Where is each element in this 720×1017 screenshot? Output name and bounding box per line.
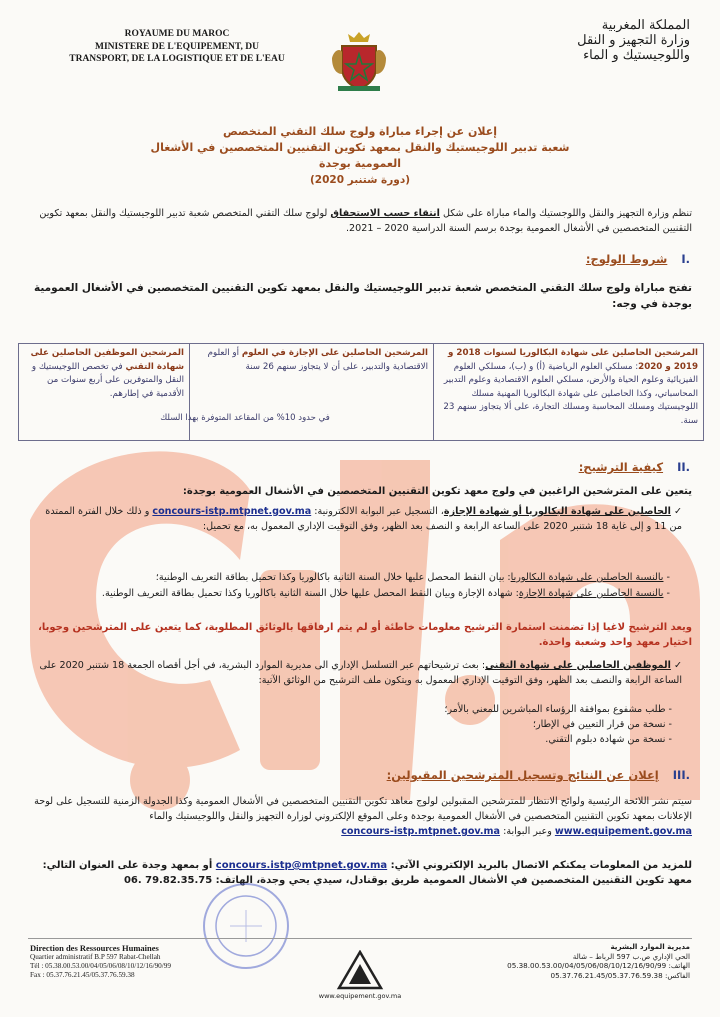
item-2-bold: الموظفين الحاصلين على شهادة التقني: [485, 660, 671, 671]
section-2-item-1: [30, 504, 682, 534]
header-fr: [52, 28, 302, 66]
intro-paragraph: [30, 206, 692, 236]
doc-item: - نسخة من قرار التعيين في الإطار؛: [532, 719, 672, 730]
title-line-3: (دورة شتنبر 2020): [309, 174, 411, 186]
footer-divider: [28, 938, 692, 939]
cell-bac-head: المرشحين الحاصلين على شهادة البكالوريا لسنوات 2018 و 2019 و 2020: [447, 348, 698, 372]
section-2-item-2: [30, 658, 682, 688]
section-1-number: .I: [681, 252, 690, 266]
cell-licence-body: أو العلوم الاقتصادية والتدبير، على أن لا يتجاوز سنهم 26 سنة: [207, 348, 428, 372]
footer-ar-fax: الفاكس: 05.37.76.21.45/05.37.76.59.38: [550, 970, 690, 980]
table-quota-note: في حدود 10% من المقاعد المتوفرة بهذا السلك: [160, 413, 330, 423]
contact-email-link[interactable]: concours.istp@mtpnet.gov.ma: [215, 860, 388, 871]
table-cell-licence: [189, 344, 433, 440]
item-2-text: : بعث ترشيحاتهم عبر التسلسل الإداري الى مديرية الموارد البشرية، في أجل أقصاه الجمعة 18 شتنبر 2020 على الساعة الرابعة والنصف بعد الظهر، وفق التوقيت الإداري المعمول به ويتكون ملف الترشيح من الوثائق الآتية:: [39, 660, 682, 686]
header-fr-line: ROYAUME DU MAROC: [124, 29, 230, 39]
footer-ar-title: مديرية الموارد البشرية: [610, 942, 690, 951]
footer-fr-address: Quartier administratif B.P 597 Rabat-Chellah: [30, 953, 161, 961]
sub-bac-text: : بيان النقط المحصل عليها خلال السنة الثانية باكالوريا وكذا تحميل بطاقة التعريف الوطنية؛: [155, 572, 511, 583]
table-cell-technician: [19, 344, 189, 440]
item-1-text: ، التسجيل عبر البوابة الالكترونية:: [311, 506, 444, 517]
footer-fr: [30, 944, 250, 980]
header-fr-line: TRANSPORT, DE LA LOGISTIQUE ET DE L'EAU: [69, 54, 285, 64]
royal-emblem-icon: [328, 28, 390, 94]
cell-bac-body: : مسلكي العلوم الرياضية (أ) و (ب)، مسلكي العلوم الفيزيائية وعلوم الحياة والأرض، مسلكي العلوم الاقتصادية وعلوم التدبير المحاسباتي، وكذا الحاصلين على شهادة البكالوريا المهنية مسلك اللوجيستيك ومسلك المحاسبة ومسلك التجارة، على ألا يتجاوز سنهم 23 سنة.: [443, 361, 698, 426]
header-ar-line: المملكة المغربية: [601, 18, 690, 33]
section-3-body: [30, 794, 692, 839]
checkmark-icon: ✓: [670, 506, 682, 517]
intro-text-1: تنظم وزارة التجهيز والنقل واللوجستيك والماء مباراة على شكل: [439, 208, 692, 219]
portal-link-2[interactable]: concours-istp.mtpnet.gov.ma: [341, 826, 501, 837]
section-2-heading: [579, 460, 690, 474]
announcement-title: [140, 124, 580, 188]
section-2-title: كيفية الترشيح:: [578, 460, 664, 474]
sub-bullet-licence: - بالنسبة الحاصلين على شهادة الإجازة: شهادة الإجازة وبيان النقط المحصل عليها خلال السنة الثانية باكالوريا وكذا تحميل بطاقة التعريف الوطنية.: [101, 588, 670, 599]
section-3-number: .III: [672, 768, 690, 782]
footer-website: www.equipement.gov.ma: [318, 992, 402, 1000]
warning-text: ويعد الترشيح لاغيا إذا تضمنت استمارة الترشيح معلومات خاطئة أو لم يتم ارفاقها بالوثائق المطلوبة، كما يتعين على المترشحين وجوبا، اختيار معهد واحد وشعبة واحدة.: [38, 622, 692, 648]
cell-technician-head: المرشحين الموظفين الحاصلين على شهادة التقني: [30, 348, 184, 372]
footer-ar-address: الحي الإداري ص.ب 597 الرباط – شالة: [572, 951, 690, 961]
header-ar-line: واللوجيستيك و الماء: [583, 48, 690, 63]
footer-fr-title: Direction des Ressources Humaines: [30, 943, 159, 953]
section-3-mid: وعبر البوابة:: [500, 826, 555, 837]
portal-link[interactable]: concours-istp.mtpnet.gov.ma: [152, 506, 312, 517]
sub-licence-text: : شهادة الإجازة وبيان النقط المحصل عليها خلال السنة الثانية باكالوريا وكذا تحميل بطاقة التعريف الوطنية.: [101, 588, 519, 599]
section-2-number: .II: [677, 460, 690, 474]
header-ar: [520, 18, 690, 63]
table-cell-bac: [433, 344, 703, 440]
section-1-heading: [586, 252, 690, 266]
contact-text-1: للمزيد من المعلومات يمكنكم الاتصال بالبريد الإلكتروني الآتي:: [387, 860, 692, 871]
sub-licence-label: بالنسبة الحاصلين على شهادة الإجازة: [518, 588, 664, 599]
footer-ar: [480, 942, 690, 980]
title-line-2: شعبة تدبير اللوجيستيك والنقل بمعهد تكوين التقنيين المتخصصين في الأشغال العمومية بوجدة: [150, 141, 570, 170]
doc-item: - طلب مشفوع بموافقة الرؤساء المباشرين للمعني بالأمر؛: [444, 704, 672, 715]
title-line-1: إعلان عن إجراء مباراة ولوج سلك التقني المتخصص: [222, 125, 498, 138]
doc-item: - نسخة من شهادة دبلوم التقني.: [545, 734, 672, 745]
eligibility-table: [18, 343, 704, 441]
ministry-website-link[interactable]: www.equipement.gov.ma: [554, 826, 692, 837]
required-docs-list: [300, 702, 672, 747]
header-ar-line: وزارة التجهيز و النقل: [577, 33, 690, 48]
item-1-text-2: و ذلك خلال الفترة الممتدة من 11 و إلى غاية 18 شتنبر 2020 على الساعة الرابعة و النصف بعد الظهر، وفق التوقيت الإداري المعمول به، مع تحميل:: [45, 506, 682, 532]
section-3-title: إعلان عن النتائج وتسجيل المترشحين المقبولين:: [386, 768, 659, 782]
intro-text-2: لولوج سلك التقني المتخصص شعبة تدبير اللوجيستيك والنقل بمعهد تكوين التقنيين المتخصصين في الأشغال العمومية بوجدة برسم السنة الدراسية 2020 – 2021.: [39, 208, 692, 234]
footer-fr-fax: Fax : 05.37.76.21.45/05.37.76.59.38: [30, 971, 135, 979]
sub-bullet-bac: - بالنسبة الحاصلين على شهادة البكالوريا: بيان النقط المحصل عليها خلال السنة الثانية باكالوريا وكذا تحميل بطاقة التعريف الوطنية؛: [155, 572, 670, 583]
cell-technician-body: في تخصص اللوجيستيك و النقل والمتوفرين على أربع سنوات من الأقدمية في إطارهم.: [31, 361, 184, 399]
intro-text-bold: انتقاء حسب الاستحقاق: [330, 208, 440, 219]
cell-licence-head: المرشحين الحاصلين على الإجازة في العلوم: [241, 348, 428, 358]
sub-bac-label: بالنسبة الحاصلين على شهادة البكالوريا: [510, 572, 664, 583]
header-fr-line: MINISTERE DE L'EQUIPEMENT, DU: [95, 41, 259, 52]
item-1-bold: الحاصلين على شهادة البكالوريا أو شهادة الإجازة: [443, 506, 671, 517]
section-3-text: سيتم نشر اللائحة الرئيسية ولوائح الانتظار للمترشحين المقبولين لولوج معاهد تكوين التقنيين المتخصصين في الأشغال العمومية وكذا الجدولة الزمنية للتسجيل على لوحة الإعلانات بمعهد تكوين التقنيين المتخصصين في الأشغال العمومية بوجدة وعلى الموقع الإلكتروني لوزارة التجهيز والنقل واللوجيستيك والماء: [34, 796, 692, 822]
checkmark-icon: ✓: [670, 660, 682, 671]
section-1-title: شروط الولوج:: [585, 252, 668, 266]
ministry-logo-icon: [335, 950, 385, 990]
contact-text-2: أو بمعهد وجدة على العنوان التالي: معهد تكوين التقنيين المتخصصين في الأشغال العمومية طريق بوقنادل، سيدي يحي وجدة، الهاتف: 79.82.35.75 .06: [42, 860, 692, 886]
footer-ar-tel: الهاتف: 05.38.00.53.00/04/05/06/08/10/12/16/90/99: [507, 961, 690, 970]
section-2-intro: يتعين على المترشحين الراغبين في ولوج معهد تكوين التقنيين المتخصصين في الأشغال العمومية بوجدة:: [182, 486, 692, 497]
section-3-heading: [387, 768, 690, 782]
section-1-body: تفتح مباراة ولوج سلك التقني المتخصص شعبة تدبير اللوجيستيك والنقل بمعهد تكوين التقنيين المتخصصين في الأشغال العمومية بوجدة في وجه:: [33, 282, 692, 310]
footer-fr-tel: Tél : 05.38.00.53.00/04/05/06/08/10/12/16/90/99: [30, 962, 171, 970]
contact-paragraph: [30, 858, 692, 888]
